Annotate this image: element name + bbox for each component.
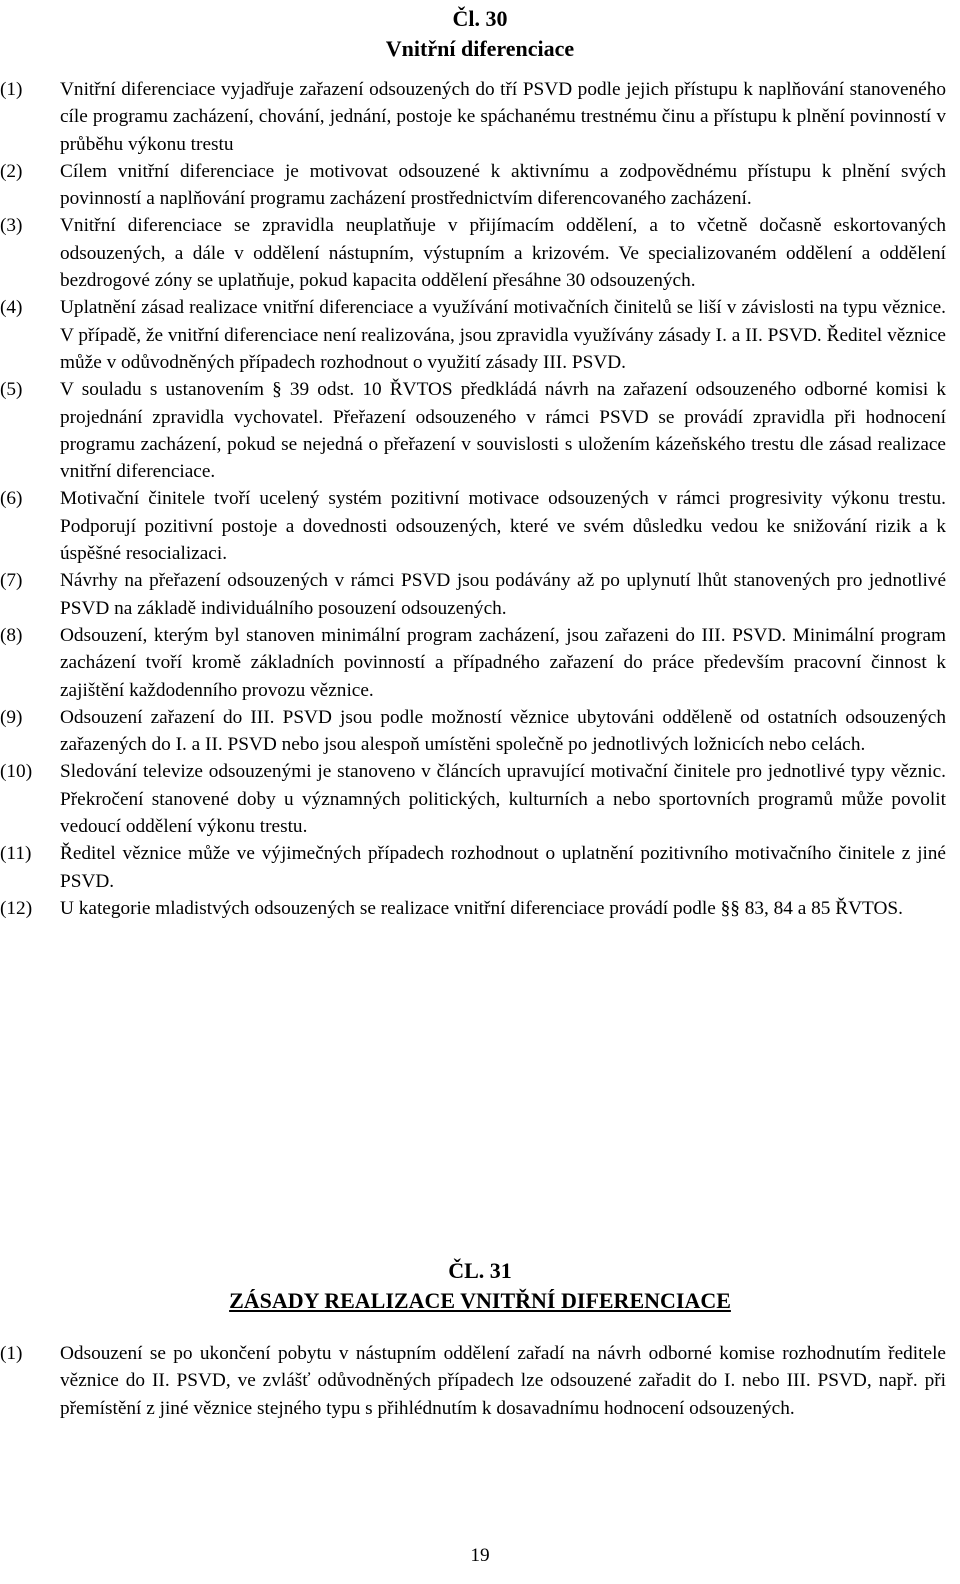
item-number: (6) <box>0 488 23 510</box>
item-text: Motivační činitele tvoří ucelený systém pozitivní motivace odsouzených v rámci progresivity výkonu trestu. Podporují pozitivní postoje a dovednosti odsouzených, které ve svém důsledku vedou ke snižování rizik a k úspěšné resocializaci. <box>60 488 946 565</box>
item-text: Cílem vnitřní diferenciace je motivovat odsouzené k aktivnímu a zodpovědnému přístupu k plnění svých povinností a naplňování programu zacházení prostřednictvím diferencovaného zacházení. <box>60 160 946 210</box>
article-31-number: ČL. 31 <box>448 1258 512 1283</box>
item-text: V souladu s ustanovením § 39 odst. 10 ŘVTOS předkládá návrh na zařazení odsouzeného odborné komisi k projednání zpravidla vychovatel. Přeřazení odsouzeného v rámci PSVD se provádí zpravidla při hodnocení programu zacházení, pokud se nejedná o přeřazení v souvislosti s uložením kázeňského trestu dle zásad realizace vnitřní diferenciace. <box>60 379 946 483</box>
list-item <box>0 212 946 294</box>
item-number: (10) <box>0 761 33 783</box>
item-text: Odsouzení zařazení do III. PSVD jsou podle možností věznice ubytováni odděleně od ostatních odsouzených zařazených do I. a II. PSVD nebo jsou alespoň umístěni společně po jednotlivých ložnicích nebo celách. <box>60 706 946 756</box>
list-item <box>0 294 946 376</box>
list-item <box>0 1340 946 1422</box>
item-text: Odsouzení, kterým byl stanoven minimální program zacházení, jsou zařazeni do III. PSVD. Minimální program zacházení tvoří kromě základních povinností a případného zařazení do práce především pracovní činnost k zajištění každodenního provozu věznice. <box>60 624 946 701</box>
item-text: Uplatnění zásad realizace vnitřní diferenciace a využívání motivačních činitelů se liší v závislosti na typu věznice. V případě, že vnitřní diferenciace není realizována, jsou zpravidla využívány zásady I. a II. PSVD. Ředitel věznice může v odůvodněných případech rozhodnout o využití zásady III. PSVD. <box>60 297 946 373</box>
article-31-body <box>0 1340 946 1422</box>
item-number: (11) <box>0 843 32 865</box>
list-item <box>0 76 946 158</box>
list-item <box>0 376 946 485</box>
item-number: (8) <box>0 624 23 646</box>
list-item <box>0 567 946 622</box>
item-number: (9) <box>0 706 23 728</box>
item-number: (1) <box>0 79 23 100</box>
item-number: (2) <box>0 160 23 182</box>
item-number: (7) <box>0 570 23 592</box>
item-text: Odsouzení se po ukončení pobytu v nástupním oddělení zařadí na návrh odborné komise rozhodnutím ředitele věznice do II. PSVD, ve zvlášť odůvodněných případech lze odsouzené zařadit do I. nebo III. PSVD, např. při přemístění z jiné věznice stejného typu s přihlédnutím k dosavadnímu hodnocení odsouzených. <box>60 1343 946 1419</box>
item-number: (4) <box>0 297 23 319</box>
list-item <box>0 158 946 213</box>
item-number: (12) <box>0 897 33 919</box>
list-item <box>0 704 946 759</box>
article-30-title: Vnitřní diferenciace <box>385 36 575 61</box>
article-30-number: Čl. 30 <box>452 6 508 31</box>
item-text: Ředitel věznice může ve výjimečných případech rozhodnout o uplatnění pozitivního motivačního činitele z jiné PSVD. <box>60 843 946 892</box>
article-31-title: ZÁSADY REALIZACE VNITŘNÍ DIFERENCIACE <box>229 1288 731 1313</box>
list-item <box>0 485 946 567</box>
article-30-heading <box>0 4 960 64</box>
article-30-body <box>0 76 946 922</box>
list-item <box>0 895 946 922</box>
item-text: Vnitřní diferenciace se zpravidla neuplatňuje v přijímacím oddělení, a to včetně dočasně eskortovaných odsouzených, a dále v oddělení nástupním, výstupním a krizovém. Ve specializovaném oddělení a oddělení bezdrogové zóny se uplatňuje, pokud kapacita oddělení přesáhne 30 odsouzených. <box>60 215 946 292</box>
list-item <box>0 840 946 895</box>
item-number: (3) <box>0 215 23 237</box>
item-text: U kategorie mladistvých odsouzených se realizace vnitřní diferenciace provádí podle §§ 83, 84 a 85 ŘVTOS. <box>60 897 903 919</box>
list-item <box>0 622 946 704</box>
item-text: Návrhy na přeřazení odsouzených v rámci PSVD jsou podávány až po uplynutí lhůt stanovených pro jednotlivé PSVD na základě individuálního posouzení odsouzených. <box>60 570 946 619</box>
item-number: (1) <box>0 1343 23 1364</box>
article-31-heading <box>0 1256 960 1316</box>
item-text: Vnitřní diferenciace vyjadřuje zařazení odsouzených do tří PSVD podle jejich přístupu k naplňování stanoveného cíle programu zacházení, chování, jednání, postoje ke spáchanému trestnému činu a přístupu k plnění povinností v průběhu výkonu trestu <box>60 79 946 155</box>
item-number: (5) <box>0 379 23 401</box>
item-text: Sledování televize odsouzenými je stanoveno v článcích upravující motivační činitele pro jednotlivé typy věznic. Překročení stanovené doby u významných politických, kulturních a nebo sportovních programů může povolit vedoucí oddělení výkonu trestu. <box>60 761 946 838</box>
page-number: 19 <box>470 1545 490 1566</box>
list-item <box>0 758 946 840</box>
